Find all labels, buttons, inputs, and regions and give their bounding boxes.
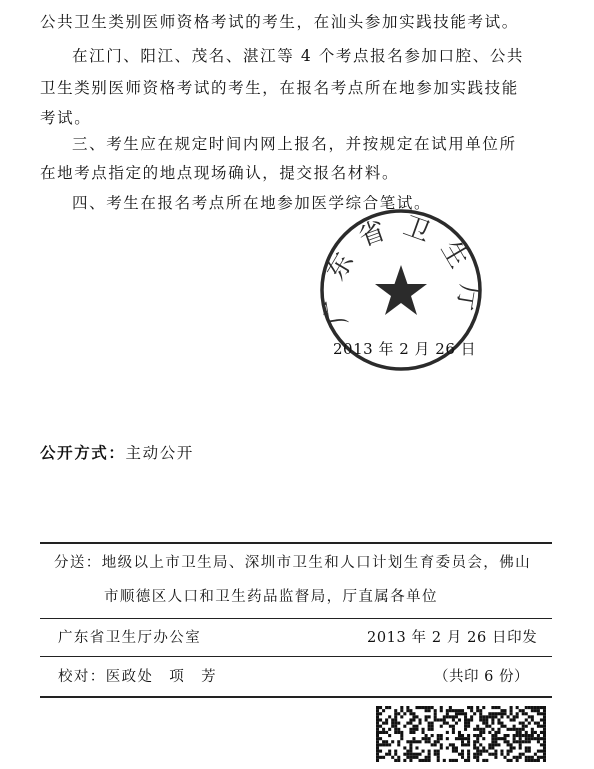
body-line-4: 考试。 bbox=[40, 109, 92, 127]
body-line-5: 三、考生应在规定时间内网上报名，并按规定在试用单位所 bbox=[72, 135, 517, 153]
disclosure-label: 公开方式： bbox=[40, 444, 126, 462]
seal-arc-text: 广东省卫生厅 bbox=[318, 211, 484, 327]
footer-bottom-rule bbox=[40, 696, 552, 698]
disclosure-value: 主动公开 bbox=[125, 444, 194, 462]
body-line-7: 四、考生在报名考点所在地参加医学综合笔试。 bbox=[72, 194, 432, 212]
seal-date: 2013 年 2 月 26 日 bbox=[333, 340, 477, 358]
issuer-office: 广东省卫生厅办公室 bbox=[58, 630, 202, 646]
distribution-line-1 bbox=[54, 553, 531, 573]
seal-star-icon bbox=[375, 265, 427, 315]
barcode-image bbox=[376, 706, 546, 762]
footer-rule-3 bbox=[40, 656, 552, 657]
distribution-label: 分送： bbox=[54, 555, 102, 571]
body-line-6: 在地考点指定的地点现场确认，提交报名材料。 bbox=[40, 164, 400, 182]
footer-rule-2 bbox=[40, 618, 552, 619]
body-line-2: 在江门、阳江、茂名、湛江等 4 个考点报名参加口腔、公共 bbox=[72, 47, 525, 65]
body-line-1: 公共卫生类别医师资格考试的考生，在汕头参加实践技能考试。 bbox=[40, 13, 519, 31]
body-line-3: 卫生类别医师资格考试的考生，在报名考点所在地参加实践技能 bbox=[40, 79, 519, 97]
distribution-line-2: 市顺德区人口和卫生药品监督局，厅直属各单位 bbox=[104, 589, 438, 605]
proofread-label: 校对： bbox=[58, 669, 106, 685]
footer-top-rule bbox=[40, 542, 552, 544]
copies-count: （共印 6 份） bbox=[434, 669, 529, 685]
proofread-line bbox=[58, 667, 217, 687]
proofread-people: 医政处 项 芳 bbox=[105, 669, 218, 685]
distribution-text-1: 地级以上市卫生局、深圳市卫生和人口计划生育委员会，佛山 bbox=[101, 555, 532, 571]
disclosure-line bbox=[40, 443, 194, 463]
print-date: 2013 年 2 月 26 日印发 bbox=[367, 630, 538, 646]
